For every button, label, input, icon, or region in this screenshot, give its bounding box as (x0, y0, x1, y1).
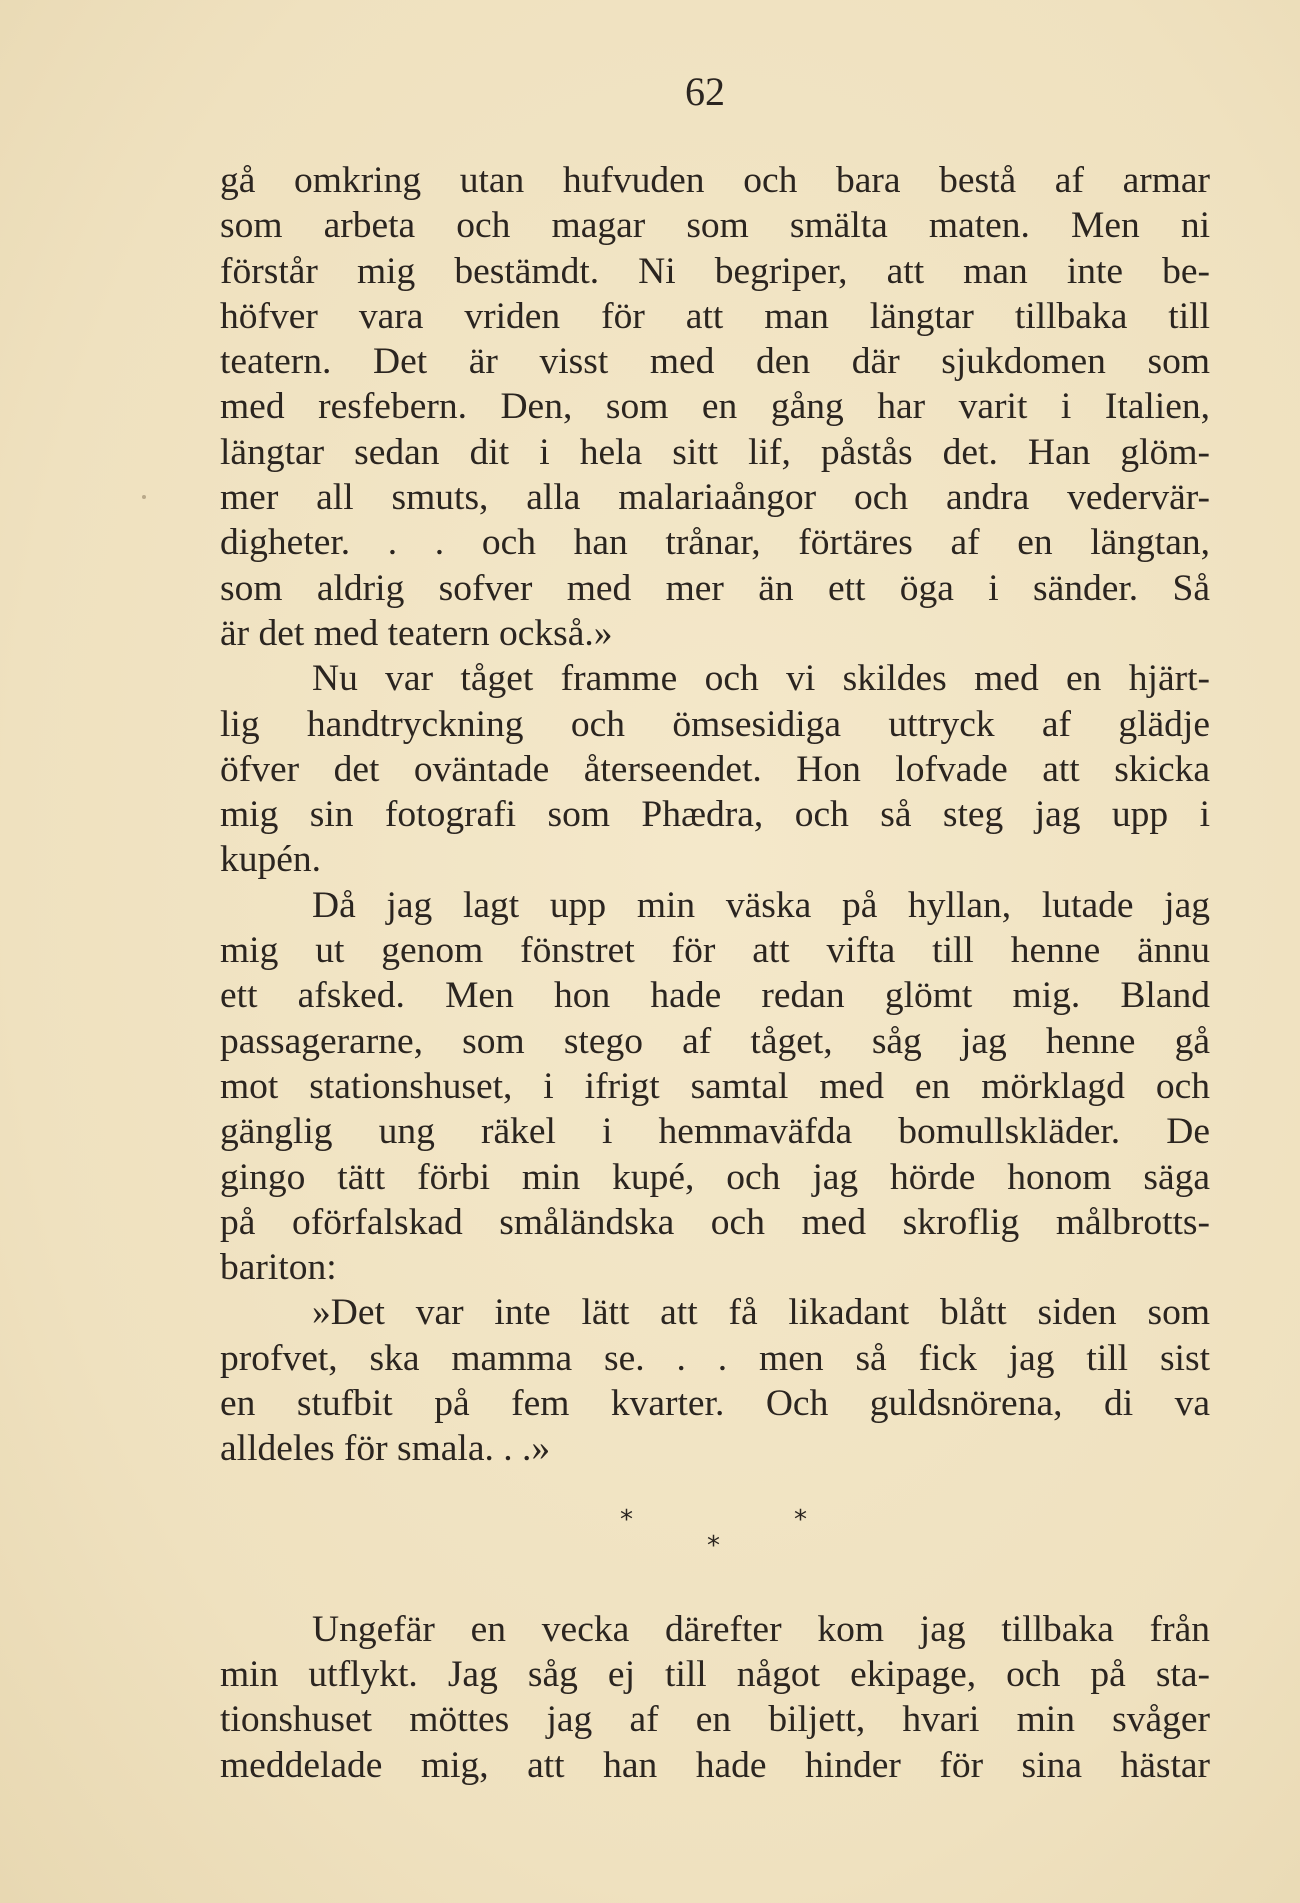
text-line: Nu var tåget framme och vi skildes med en hjärt- (312, 658, 1210, 700)
text-line: bariton: (220, 1247, 337, 1289)
text-line: förstår mig bestämdt. Ni begriper, att man inte be- (220, 250, 1210, 292)
text-line: min utflykt. Jag såg ej till något ekipage, och på sta- (220, 1653, 1210, 1695)
text-line: lig handtryckning och ömsesidiga uttryck af glädje (220, 703, 1210, 745)
body-text (220, 158, 1210, 1788)
text-line: mig ut genom fönstret för att vifta till henne ännu (220, 930, 1210, 972)
section-separator (220, 1472, 1210, 1607)
asterisk-ornament: * (620, 1504, 633, 1535)
paragraph-3 (220, 883, 1210, 1291)
text-line: längtar sedan dit i hela sitt lif, påstås det. Han glöm- (220, 431, 1210, 473)
text-line: som arbeta och magar som smälta maten. Men ni (220, 205, 1210, 247)
paper-speck (142, 495, 146, 499)
text-line: »Det var inte lätt att få likadant blått siden som (312, 1292, 1210, 1334)
text-line: gingo tätt förbi min kupé, och jag hörde honom säga (220, 1156, 1210, 1198)
text-line: Då jag lagt upp min väska på hyllan, lutade jag (312, 884, 1210, 926)
paragraph-1 (220, 158, 1210, 656)
text-line: gänglig ung räkel i hemmaväfda bomullskläder. De (220, 1111, 1210, 1153)
text-line: är det med teatern också.» (220, 612, 613, 654)
text-line: alldeles för smala. . .» (220, 1428, 551, 1470)
text-line: som aldrig sofver med mer än ett öga i sänder. Så (220, 567, 1210, 609)
text-line: gå omkring utan hufvuden och bara bestå af armar (220, 160, 1210, 201)
asterisk-ornament: * (794, 1504, 807, 1535)
page-number: 62 (685, 69, 725, 114)
text-line: profvet, ska mamma se. . . men så fick jag till sist (220, 1337, 1210, 1379)
text-line: mot stationshuset, i ifrigt samtal med en mörklagd och (220, 1065, 1210, 1107)
text-line: med resfebern. Den, som en gång har varit i Italien, (220, 386, 1210, 428)
paragraph-4 (220, 1290, 1210, 1471)
text-line: en stufbit på fem kvarter. Och guldsnörena, di va (220, 1383, 1210, 1425)
text-line: kupén. (220, 839, 322, 881)
text-line: teatern. Det är visst med den där sjukdomen som (220, 341, 1210, 383)
text-line: passagerarne, som stego af tåget, såg jag henne gå (220, 1020, 1210, 1062)
text-line: öfver det oväntade återseendet. Hon lofvade att skicka (220, 748, 1210, 790)
text-line: höfver vara vriden för att man längtar tillbaka till (220, 295, 1210, 337)
text-line: mig sin fotografi som Phædra, och så steg jag upp i (220, 794, 1210, 836)
text-line: ett afsked. Men hon hade redan glömt mig. Bland (220, 975, 1210, 1017)
paragraph-5 (220, 1607, 1210, 1788)
text-line: tionshuset möttes jag af en biljett, hvari min svåger (220, 1699, 1210, 1741)
asterisk-ornament: * (707, 1530, 720, 1561)
text-line: digheter. . . och han trånar, förtäres af en längtan, (220, 522, 1210, 564)
text-line: på oförfalskad småländska och med skroflig målbrotts- (220, 1201, 1210, 1243)
text-line: Ungefär en vecka därefter kom jag tillbaka från (312, 1608, 1210, 1650)
text-line: meddelade mig, att han hade hinder för sina hästar (220, 1744, 1210, 1786)
paragraph-2 (220, 656, 1210, 882)
text-line: mer all smuts, alla malariaångor och andra vedervär- (220, 477, 1210, 519)
